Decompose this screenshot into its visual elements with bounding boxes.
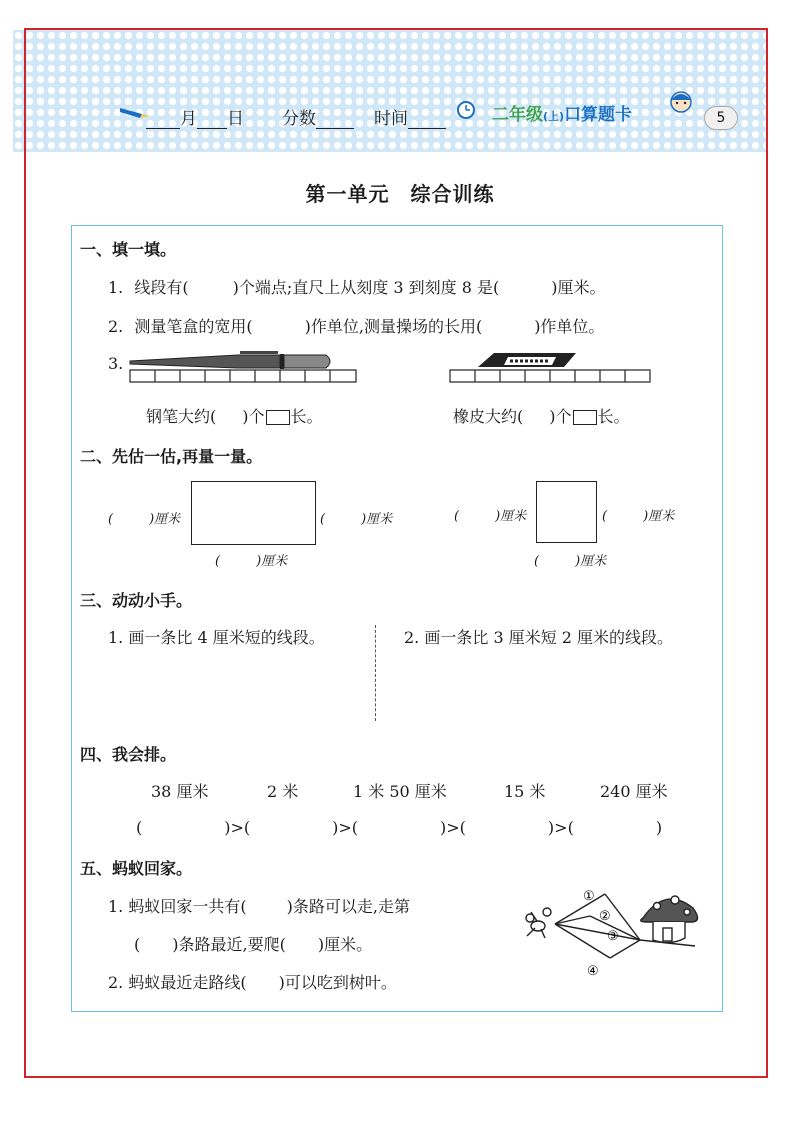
ordering-blanks: ( )>( )>( )>( )>( ) — [136, 818, 663, 837]
time-label: 时间 — [374, 109, 408, 129]
kid-mascot-icon — [666, 88, 696, 118]
length-item-5: 240 厘米 — [600, 782, 668, 801]
section-5-heading: 五、蚂蚁回家。 — [80, 859, 193, 878]
series-logo — [492, 100, 632, 126]
length-item-1: 38 厘米 — [151, 782, 209, 801]
question-3-1: 1. 画一条比 4 厘米短的线段。 — [108, 628, 325, 647]
square-right-answer: ( )厘米 — [602, 509, 675, 524]
length-item-3: 1 米 50 厘米 — [353, 782, 447, 801]
unit-box-icon — [573, 410, 597, 425]
divider-dashed — [375, 625, 376, 721]
question-5-2: 2. 蚂蚁最近走路线( )可以吃到树叶。 — [108, 973, 397, 992]
question-3-2: 2. 画一条比 3 厘米短 2 厘米的线段。 — [404, 628, 674, 647]
clock-icon — [456, 100, 476, 120]
logo-grade: 二年级 — [492, 105, 543, 125]
rectangle-shape — [191, 481, 316, 545]
ant-route-diagram — [515, 888, 711, 980]
logo-term: (上) — [543, 110, 565, 123]
month-label: 月 — [180, 109, 197, 129]
unit-box-icon — [266, 410, 290, 425]
square-shape — [536, 481, 597, 543]
question-1-2: 2. 测量笔盒的宽用( )作单位,测量操场的长用( )作单位。 — [108, 317, 605, 336]
section-3-heading: 三、动动小手。 — [80, 591, 193, 610]
section-2-heading: 二、先估一估,再量一量。 — [80, 447, 263, 466]
route-label-1: ① — [583, 889, 595, 904]
eraser-ruler-illustration — [448, 347, 652, 387]
rect-left-answer: ( )厘米 — [108, 512, 181, 527]
section-1-heading: 一、填一填。 — [80, 240, 177, 259]
eraser-length-question: 橡皮大约( )个 长。 — [453, 407, 630, 426]
pen-length-question: 钢笔大约( )个 长。 — [146, 407, 323, 426]
length-item-2: 2 米 — [267, 782, 299, 801]
route-label-3: ③ — [607, 929, 619, 944]
route-label-2: ② — [599, 909, 611, 924]
rect-right-answer: ( )厘米 — [320, 512, 393, 527]
square-bottom-answer: ( )厘米 — [534, 554, 607, 569]
page-number: 5 — [704, 106, 738, 130]
question-5-1-line-1: 1. 蚂蚁回家一共有( )条路可以走,走第 — [108, 897, 410, 916]
rect-bottom-answer: ( )厘米 — [215, 554, 288, 569]
question-1-3-number: 3. — [108, 354, 124, 373]
route-label-4: ④ — [587, 964, 599, 979]
score-label: 分数 — [282, 109, 316, 129]
section-4-heading: 四、我会排。 — [80, 745, 177, 764]
question-1-1: 1. 线段有( )个端点;直尺上从刻度 3 到刻度 8 是( )厘米。 — [108, 278, 606, 297]
page-title: 第一单元 综合训练 — [305, 182, 495, 206]
length-item-4: 15 米 — [504, 782, 546, 801]
square-left-answer: ( )厘米 — [454, 509, 527, 524]
logo-name: 口算题卡 — [564, 105, 633, 125]
question-5-1-line-2: ( )条路最近,要爬( )厘米。 — [134, 935, 373, 954]
mushroom-house-icon — [641, 896, 698, 943]
day-label: 日 — [227, 109, 244, 129]
header-row — [120, 100, 760, 130]
pen-ruler-illustration — [128, 347, 360, 387]
